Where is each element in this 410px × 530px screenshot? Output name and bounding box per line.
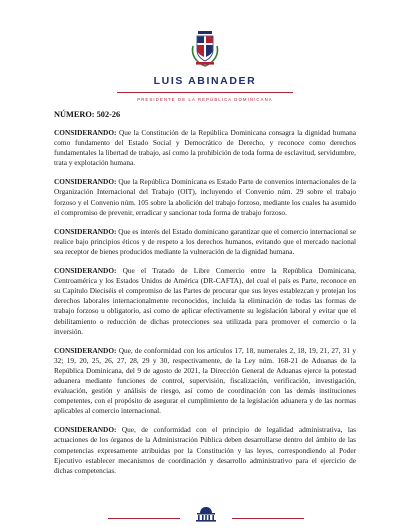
paragraph-keyword: CONSIDERANDO: [54,425,117,435]
document-body [54,128,356,485]
paragraph-keyword: CONSIDERANDO: [54,128,117,137]
paragraph-keyword: CONSIDERANDO: [54,345,117,355]
paragraph-text: Que, de conformidad con los artículos 17, 18, numerales 2, 18, 19, 21, 27, 31 y 32; 19, 20, 25, 26, 27, 28, 29 y 30, respectivamente, de la Ley núm. 168-21 de Aduanas de la República Dominicana, del 9 de agosto de 2021, la Dirección General de Aduanas ejerce la potestad aduanera mediante funciones de control, supervisión, fiscalización, verificación, investigación, evaluación, gestión y análisis de riesgo, así como de coordinación con las demás instituciones competentes, con el propósito de asegurar el cumplimiento de la legislación aduanera y de las normas aplicables al comercio internacional. [54,345,356,416]
considerando-paragraph [54,177,356,217]
header-subtitle: PRESIDENTE DE LA REPÚBLICA DOMINICANA [137,97,273,102]
considerando-paragraph [54,266,356,337]
paragraph-keyword: CONSIDERANDO: [54,266,117,276]
paragraph-text: Que la República Dominicana es Estado Parte de convenios internacionales de la Organización Internacional del Trabajo (OIT), incluyendo el Convenio núm. 29 sobre el trabajo forzoso y el Convenio núm. 105 sobre la abolición del trabajo forzoso, mediante los cuales ha asumido el compromiso de prevenir, erradicar y sancionar toda forma de trabajo forzoso. [54,177,356,217]
coat-of-arms-icon [187,28,223,68]
footer-divider-left [108,518,180,519]
header-name: LUIS ABINADER [153,75,257,87]
considerando-paragraph [54,425,356,475]
building-icon [193,506,219,522]
paragraph-text: Que, de conformidad con el principio de legalidad administrativa, las actuaciones de los órganos de la Administración Pública deben desarrollarse dentro del ámbito de las competencias expresamente atribuidas por la Constitución y las leyes, correspondiendo al Poder Ejecutivo establecer mecanismos de coordinación y desarrollo administrativo para el ejercicio de dichas competencias. [54,425,356,475]
paragraph-text: Que es interés del Estado dominicano garantizar que el comercio internacional se realice bajo principios éticos y de respeto a los derechos humanos, evitando que el mercado nacional sea receptor de bienes producidos mediante la vulneración de la dignidad humana. [54,226,356,256]
paragraph-keyword: CONSIDERANDO: [54,226,117,236]
document-number-label: NÚMERO: [54,110,95,119]
document-number-value: 502-26 [96,110,121,119]
paragraph-text: Que el Tratado de Libre Comercio entre la República Dominicana, Centroamérica y los Estados Unidos de América (DR-CAFTA), del cual el país es Parte, reconoce en su Capítulo Dieciséis el compromiso de las Partes de procurar que sus leyes establezcan y protejan los derechos laborales internacionalmente reconocidos, incluida la eliminación de todas las formas de trabajo forzoso u obligatorio, así como de aplicar efectivamente su legislación laboral y evitar que el debilitamiento o reducción de dichas protecciones sea utilizada para promover el comercio o la inversión. [54,266,356,336]
considerando-paragraph [54,346,356,417]
considerando-paragraph [54,128,356,168]
paragraph-text: Que la Constitución de la República Dominicana consagra la dignidad humana como fundamento del Estado Social y Democrático de Derecho, y reconoce como derechos fundamentales la libertad de trabajo, así como la prohibición de toda forma de esclavitud, servidumbre, trata y explotación humana. [54,128,356,168]
footer-divider-right [232,518,304,519]
document-number [54,110,120,119]
header-divider [117,92,293,93]
considerando-paragraph [54,227,356,257]
paragraph-keyword: CONSIDERANDO: [54,177,117,187]
